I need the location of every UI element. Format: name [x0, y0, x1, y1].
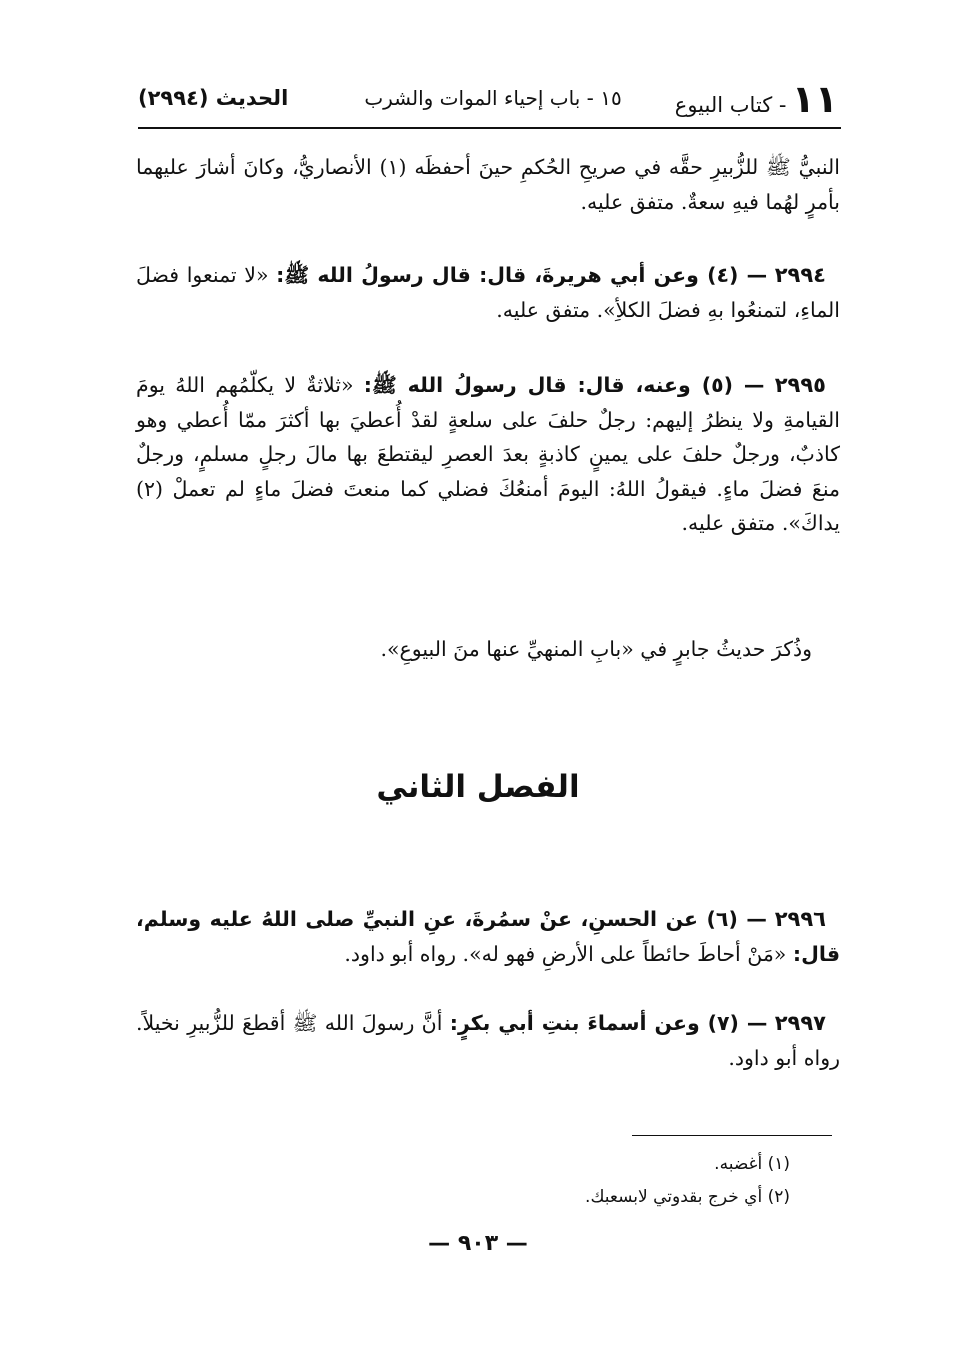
hadith-text: «مَنْ أحاطَ حائطاً على الأرضِ فهو له». رواه أبو داود. — [344, 941, 787, 966]
book-number: ١١ — [791, 77, 838, 121]
hadith-2994 — [136, 258, 840, 327]
header-rule — [138, 127, 841, 129]
footnote-1: (١) أغضبه. — [714, 1154, 790, 1174]
hadith-range: الحديث (٢٩٩٤) — [138, 86, 289, 110]
hadith-reference: — (٧) وعن أسماءَ بنتِ أبي بكرٍ: — [449, 1011, 768, 1035]
footnotes — [300, 1148, 790, 1214]
paragraph-text: النبيُّ ﷺ للزُّبيرِ حقَّه في صريحِ الحُكمِ حينَ أحفظَه (١) الأنصاريُّ، وكانَ أشارَ عليهما بأمرٍ لهُما فيهِ سعةٌ. متفق عليه. — [136, 155, 840, 214]
running-header — [138, 77, 838, 122]
chapter-title: ١٥ - باب إحياء الموات والشرب — [364, 86, 622, 110]
section-title: الفصل الثاني — [376, 769, 580, 805]
footnote-rule — [632, 1135, 832, 1136]
book-heading — [675, 76, 838, 128]
hadith-number: ٢٩٩٧ — [774, 1011, 826, 1035]
note-text: وذُكرَ حديثُ جابرٍ في «بابِ المنهيِّ عنها منَ البيوعِ». — [380, 637, 812, 661]
hadith-number: ٢٩٩٥ — [774, 373, 826, 397]
footnote-2: (٢) أي خرج بقدوتي لابسعبك. — [585, 1187, 790, 1207]
hadith-text: «لا تمنعوا فضلَ الماءِ، لتمنعُوا بهِ فضلَ الكلأِ». متفق عليه. — [136, 263, 840, 322]
hadith-reference: — (٤) وعن أبي هريرةَ، قال: قال رسولُ الله ﷺ: — [276, 263, 768, 287]
hadith-number: ٢٩٩٦ — [774, 907, 826, 931]
cross-reference-note — [136, 632, 840, 667]
hadith-2995 — [136, 368, 840, 541]
page-number: — ٩٠٣ — — [428, 1231, 528, 1256]
hadith-2997 — [136, 1006, 840, 1075]
hadith-number: ٢٩٩٤ — [774, 263, 826, 287]
hadith-reference: — (٥) وعنه، قال: قال رسولُ الله ﷺ: — [363, 373, 765, 397]
paragraph-continuation — [136, 150, 840, 219]
hadith-2996 — [136, 902, 840, 971]
hadith-reference: — (٦) عن الحسنِ، عنْ سمُرةَ، عنِ النبيِّ صلى اللهُ عليه وسلم، قال: — [136, 907, 840, 966]
hadith-text: أنَّ رسولَ الله ﷺ أقطعَ للزُّبيرِ نخيلاً. رواه أبو داود. — [136, 1011, 840, 1070]
book-title: - كتاب البيوع — [674, 93, 787, 117]
hadith-text: «ثلاثةٌ لا يكلّمُهم اللهُ يومَ القيامةِ ولا ينظرُ إليهم: رجلٌ حلفَ على سلعةٍ لقدْ أُعطيَ بها أكثرَ ممّا أُعطي وهو كاذبٌ، ورجلٌ حلفَ على يمينٍ كاذبةٍ بعدَ العصرِ ليقتطعَ بها مالَ رجلٍ مسلمٍ، ورجلٌ منعَ فضلَ ماءٍ. فيقولُ اللهُ: اليومَ أمنعُكَ فضلي كما منعتَ فضلَ ماءٍ لم تعملْ (٢) يداكَ». متفق عليه. — [136, 373, 840, 535]
